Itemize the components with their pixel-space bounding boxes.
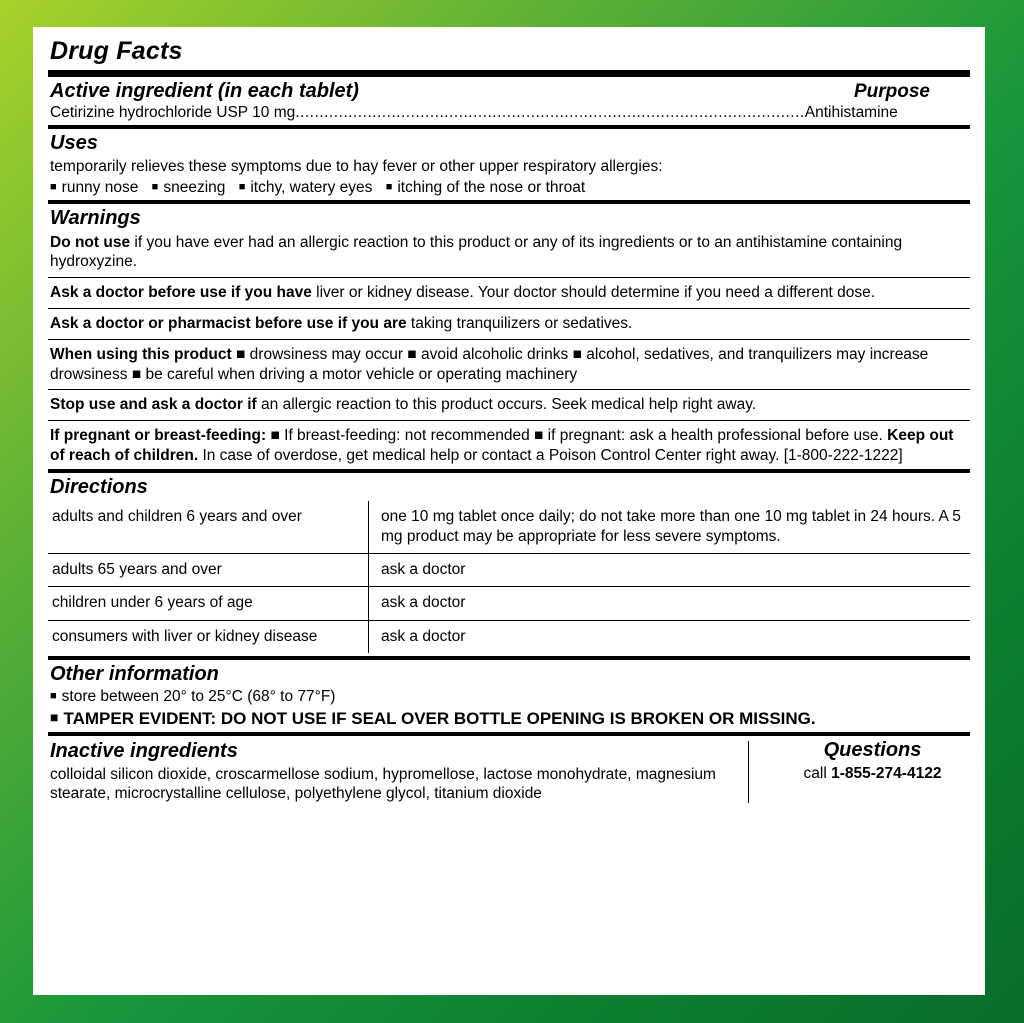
directions-instruction: ask a doctor — [369, 587, 971, 620]
tamper-text: TAMPER EVIDENT: DO NOT USE IF SEAL OVER BOTTLE OPENING IS BROKEN OR MISSING. — [63, 708, 816, 728]
warning-stop-use — [50, 395, 970, 415]
warnings-heading: Warnings — [50, 206, 141, 229]
warning-text: liver or kidney disease. Your doctor should determine if you need a different dose. — [311, 284, 876, 302]
directions-group: children under 6 years of age — [48, 587, 369, 620]
warning-text: if you have ever had an allergic reaction to this product or any of its ingredients or to an antihistamine containing hydroxyzine. — [50, 233, 903, 271]
directions-group: adults 65 years and over — [48, 554, 369, 587]
divider-warning-4 — [48, 389, 970, 390]
table-row — [48, 587, 970, 620]
divider-after-warnings — [48, 469, 970, 473]
active-ingredient-heading: Active ingredient (in each tablet) — [50, 80, 359, 102]
warning-lead: Stop use and ask a doctor if — [50, 396, 257, 414]
warning-lead: Ask a doctor before use if you have — [50, 284, 312, 302]
page-title: Drug Facts — [50, 37, 183, 65]
table-row — [48, 554, 970, 587]
warning-ask-doctor — [50, 283, 970, 303]
warning-lead: Ask a doctor or pharmacist before use if you are — [50, 315, 407, 332]
warning-pregnancy-children — [50, 426, 970, 466]
warning-text: an allergic reaction to this product occurs. Seek medical help right away. — [256, 396, 757, 414]
other-information-storage-line — [50, 688, 970, 706]
warning-lead: Do not use — [50, 233, 131, 251]
phone-number: 1-855-274-4122 — [831, 764, 942, 782]
uses-item: itching of the nose or throat — [397, 178, 586, 196]
questions-heading: Questions — [823, 738, 922, 761]
bullet-square-icon: ■ — [50, 689, 57, 702]
divider-thick-top — [48, 70, 970, 77]
directions-heading: Directions — [50, 475, 148, 498]
directions-group: consumers with liver or kidney disease — [48, 620, 369, 653]
divider-warning-3 — [48, 339, 970, 340]
warning-text: taking tranquilizers or sedatives. — [406, 315, 633, 332]
warning-ask-doctor-pharmacist — [50, 314, 970, 334]
directions-instruction: one 10 mg tablet once daily; do not take more than one 10 mg tablet in 24 hours. A 5 mg product may be appropriate for less severe symptoms. — [369, 501, 971, 554]
warning-text: ■ drowsiness may occur ■ avoid alcoholic drinks ■ alcohol, sedatives, and tranquilizers may increase drowsiness ■ be careful when driving a motor vehicle or operating machinery — [50, 345, 929, 383]
directions-table — [48, 501, 970, 653]
divider-warning-2 — [48, 308, 970, 309]
table-row — [48, 501, 970, 554]
divider-after-other-information — [48, 732, 970, 736]
uses-item: itchy, watery eyes — [250, 178, 373, 196]
active-ingredient-header-row — [50, 80, 970, 103]
divider-after-uses — [48, 200, 970, 204]
purpose-value: Antihistamine — [804, 104, 898, 121]
questions-call-line — [775, 765, 970, 783]
warning-do-not-use — [50, 233, 970, 273]
warning-lead: When using this product — [50, 345, 232, 363]
other-information-heading: Other information — [50, 662, 219, 685]
uses-intro: temporarily relieves these symptoms due to hay fever or other upper respiratory allergies: — [50, 158, 663, 175]
warning-text-secondary: In case of overdose, get medical help or contact a Poison Control Center right away. [1-800-222-1222] — [198, 447, 903, 465]
uses-item: runny nose — [61, 178, 139, 196]
warning-text: ■ If breast-feeding: not recommended ■ if pregnant: ask a health professional before use. — [266, 427, 888, 445]
inactive-ingredients-block — [48, 739, 748, 805]
divider-warning-1 — [48, 277, 970, 278]
bullet-square-icon: ■ — [151, 180, 159, 193]
warning-lead-secondary: Keep out of reach of children. — [50, 427, 954, 465]
call-prefix: call — [803, 764, 832, 782]
directions-group: adults and children 6 years and over — [48, 501, 369, 554]
bullet-square-icon: ■ — [50, 708, 59, 725]
drug-facts-panel — [33, 27, 985, 995]
uses-item: sneezing — [163, 178, 226, 196]
bullet-square-icon: ■ — [50, 180, 57, 193]
bullet-square-icon: ■ — [385, 180, 393, 193]
purpose-heading: Purpose — [853, 81, 930, 102]
bottom-section — [48, 739, 970, 805]
divider-after-active-ingredient — [48, 125, 970, 129]
bullet-square-icon: ■ — [238, 180, 246, 193]
active-ingredient-line — [50, 104, 970, 122]
active-ingredient-value: Cetirizine hydrochloride USP 10 mg — [50, 104, 296, 121]
tamper-evident-line — [50, 709, 970, 729]
table-row — [48, 620, 970, 653]
directions-instruction: ask a doctor — [381, 627, 466, 645]
storage-text: store between 20° to 25°C (68° to 77°F) — [61, 687, 336, 705]
inactive-ingredients-heading: Inactive ingredients — [50, 739, 238, 762]
warning-when-using — [50, 345, 970, 385]
uses-bullet-list — [50, 179, 970, 197]
uses-heading: Uses — [50, 132, 98, 154]
leader-dots: .......................................................................................................... — [295, 104, 805, 121]
divider-warning-5 — [48, 420, 970, 421]
divider-after-directions — [48, 656, 970, 660]
directions-instruction: ask a doctor — [369, 554, 971, 587]
warning-lead: If pregnant or breast-feeding: — [50, 427, 267, 445]
inactive-ingredients-text: colloidal silicon dioxide, croscarmellose sodium, hypromellose, lactose monohydrate, magnesium stearate, microcrystalline cellulose, polyethylene glycol, titanium dioxide — [50, 765, 716, 803]
questions-block — [749, 739, 970, 805]
